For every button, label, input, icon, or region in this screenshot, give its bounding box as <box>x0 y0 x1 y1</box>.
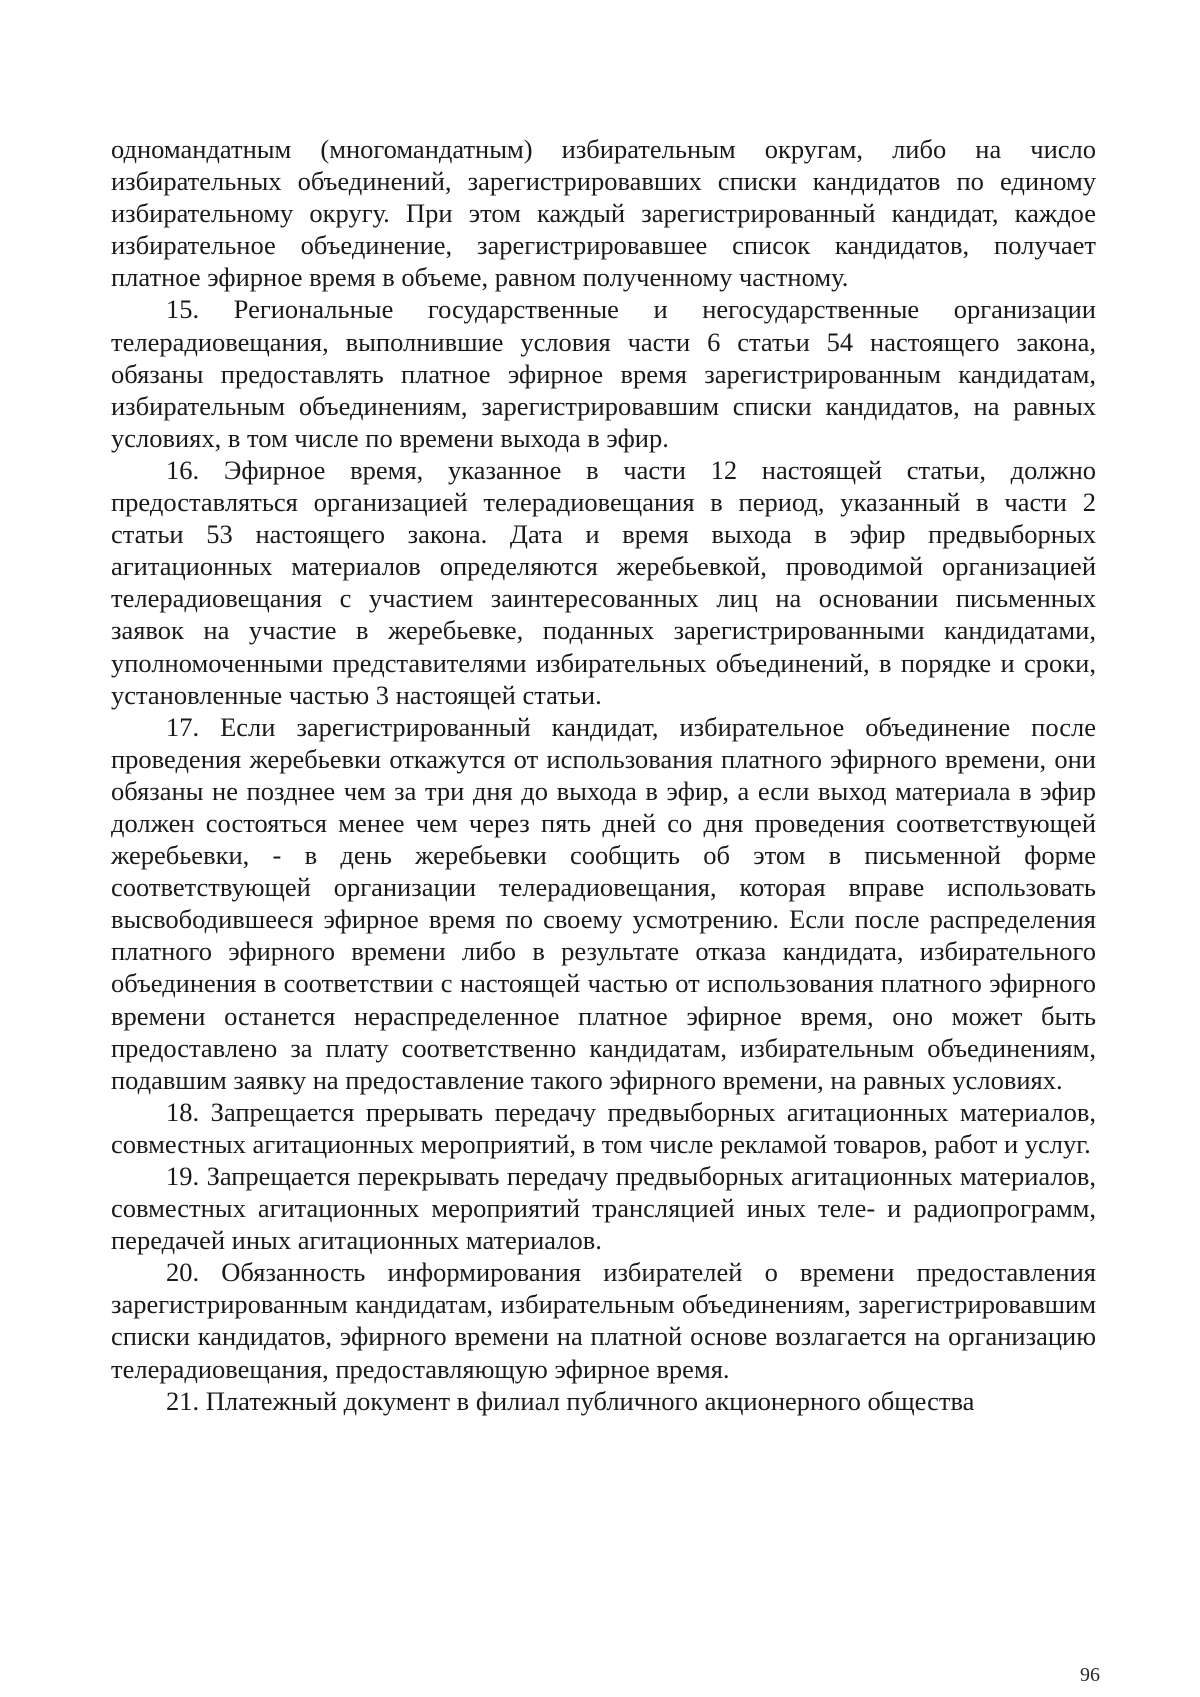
paragraph-item-16: 16. Эфирное время, указанное в части 12 настоящей статьи, должно предоставляться организацией телерадиовещания в период, указанный в части 2 статьи 53 настоящего закона. Дата и время выхода в эфир предвыборных агитационных материалов определяются жеребьевкой, проводимой организацией телерадиовещания с участием заинтересованных лиц на основании письменных заявок на участие в жеребьевке, поданных зарегистрированными кандидатами, уполномоченными представителями избирательных объединений, в порядке и сроки, установленные частью 3 настоящей статьи. <box>111 454 1096 710</box>
paragraph-item-18: 18. Запрещается прерывать передачу предвыборных агитационных материалов, совместных агитационных мероприятий, в том числе рекламой товаров, работ и услуг. <box>111 1096 1096 1159</box>
paragraph-item-17: 17. Если зарегистрированный кандидат, избирательное объединение после проведения жеребьевки откажутся от использования платного эфирного времени, они обязаны не позднее чем за три дня до выхода в эфир, а если выход материала в эфир должен состояться менее чем через пять дней со дня проведения соответствующей жеребьевки, - в день жеребьевки сообщить об этом в письменной форме соответствующей организации телерадиовещания, которая вправе использовать высвободившееся эфирное время по своему усмотрению. Если после распределения платного эфирного времени либо в результате отказа кандидата, избирательного объединения в соответствии с настоящей частью от использования платного эфирного времени останется нераспределенное платное эфирное время, оно может быть предоставлено за плату соответственно кандидатам, избирательным объединениям, подавшим заявку на предоставление такого эфирного времени, на равных условиях. <box>111 711 1096 1095</box>
document-body <box>111 133 1096 1417</box>
paragraph-continuation: одномандатным (многомандатным) избирательным округам, либо на число избирательных объединений, зарегистрировавших списки кандидатов по единому избирательному округу. При этом каждый зарегистрированный кандидат, каждое избирательное объединение, зарегистрировавшее список кандидатов, получает платное эфирное время в объеме, равном полученному частному. <box>111 134 1096 293</box>
paragraph-item-21: 21. Платежный документ в филиал публичного акционерного общества <box>166 1385 975 1416</box>
page-number: 96 <box>1080 1664 1100 1686</box>
paragraph-item-20: 20. Обязанность информирования избирателей о времени предоставления зарегистрированным кандидатам, избирательным объединениям, зарегистрировавшим списки кандидатов, эфирного времени на платной основе возлагается на организацию телерадиовещания, предоставляющую эфирное время. <box>111 1257 1096 1384</box>
paragraph-item-15: 15. Региональные государственные и негосударственные организации телерадиовещания, выполнившие условия части 6 статьи 54 настоящего закона, обязаны предоставлять платное эфирное время зарегистрированным кандидатам, избирательным объединениям, зарегистрировавшим списки кандидатов, на равных условиях, в том числе по времени выхода в эфир. <box>111 294 1096 453</box>
paragraph-item-19: 19. Запрещается перекрывать передачу предвыборных агитационных материалов, совместных агитационных мероприятий трансляцией иных теле- и радиопрограмм, передачей иных агитационных материалов. <box>111 1161 1096 1256</box>
